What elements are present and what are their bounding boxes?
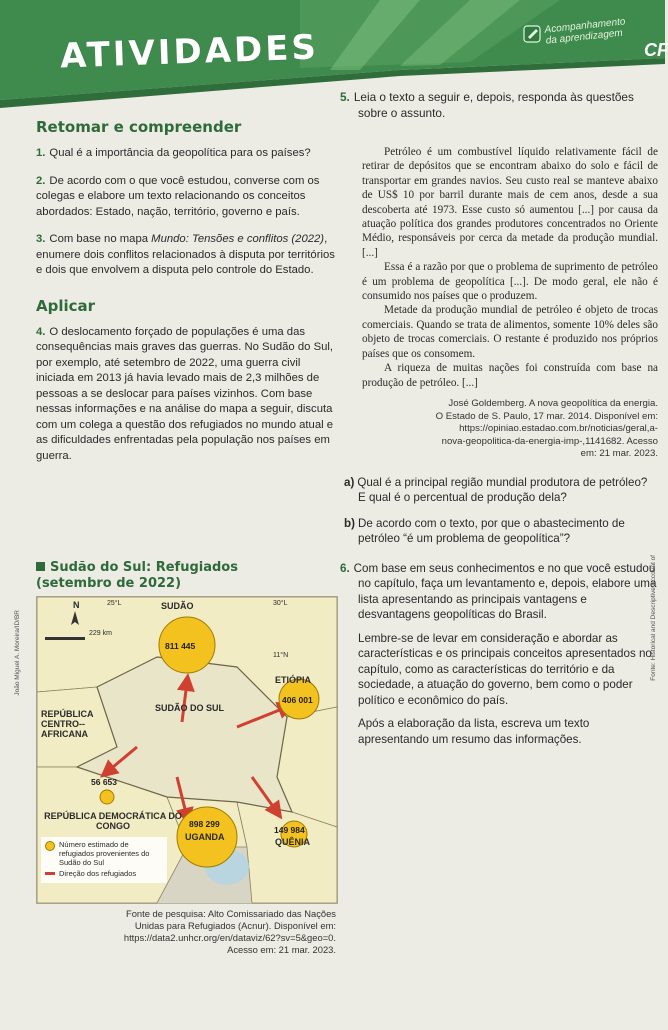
map-source [36,908,336,956]
legend-arrows-label: Direção dos refugiados [59,869,137,878]
source-line: https://data2.unhcr.org/en/dataviz/62?sv=5&geo=0. [123,932,336,943]
question-number: 4. [36,325,46,338]
question-text: De acordo com o que você estudou, converse com os colegas e elabore um texto relacionando os conceitos abordados: Estado, nação, território, governo e país. [36,174,320,218]
map-title-line1: Sudão do Sul: Refugiados [50,560,238,575]
label-uganda: UGANDA [185,832,225,842]
title-square-icon [36,562,45,571]
item-letter: a) [344,475,355,489]
label-car: REPÚBLICA CENTRO--AFRICANA [41,709,94,739]
question-6-paragraph-3: Após a elaboração da lista, escreva um texto apresentando um resumo das informações. [358,717,590,746]
legend-arrow-icon [45,872,55,875]
value-car: 56 653 [91,777,117,787]
reading-paragraph: Petróleo é um combustível líquido relativamente fácil de retirar de depósitos que se encontram abaixo do solo e fácil de transportar em grandes navios. Seu custo real se manteve abaixo de US$ 10 por barril durante mais de cem anos, desde a sua descoberta até 1973. Esse custo só aumentou [...] por causa da atuação política dos grandes produtores concentrados no Oriente Médio, responsáveis por cerca da metade da produção mundial. [...] [362,146,658,259]
item-text: Qual é a principal região mundial produtora de petróleo? E qual é o percentual de produção dela? [357,475,648,505]
citation-line: José Goldemberg. A nova geopolítica da energia. [448,397,658,409]
label-drc: REPÚBLICA DEMOCRÁTICA DO CONGO [44,811,182,831]
item-text: De acordo com o texto, por que o abastecimento de petróleo “é um problema de geopolítica”? [357,516,625,546]
question-text: Qual é a importância da geopolítica para os países? [49,147,311,159]
refugee-map-block [36,560,336,956]
map-credit: João Miguel A. Moreira/ID/BR [14,610,21,696]
source-line: Acesso em: 21 mar. 2023. [227,944,336,955]
item-letter: b) [344,516,355,530]
source-line: Unidas para Refugiados (Acnur). Disponível em: [134,920,336,931]
source-line: Fonte de pesquisa: Alto Comissariado das Nações [125,908,336,919]
label-kenya: QUÊNIA [275,837,311,847]
question-number: 1. [36,147,46,159]
question-number: 2. [36,174,46,187]
value-sudan: 811 445 [165,641,196,651]
section-aplicar: Aplicar [36,296,96,315]
question-5a [340,475,658,506]
question-5 [340,90,658,121]
side-credit: Fonte: Historical and Descriptive Account of [650,555,657,681]
right-column [340,90,658,747]
question-4 [36,325,336,465]
question-text: Com base em seus conhecimentos e no que você estudou no capítulo, faça um levantamento e, depois, elabore uma lista apresentando as principais vantagens e desvantagens geopolíticas do Brasil. [353,561,657,622]
reading-text [340,145,658,390]
scale-label: 229 km [89,630,112,637]
scale-bar [45,637,85,640]
label-sudan: SUDÃO [161,601,194,611]
south-sudan-map [36,596,338,904]
edge-code: CF [644,40,668,60]
question-2 [36,174,336,221]
circle-car [100,790,114,804]
map-title [36,560,336,576]
question-1 [36,146,336,162]
map-legend [41,837,167,883]
learning-badge: Acompanhamento da aprendizagem [544,16,626,47]
reading-paragraph: Metade da produção mundial de petróleo é objeto de trocas comerciais. Quando se trata de alimentos, somente 10% deles são objeto de trocas comerciais. O restante é produzido nos próprios países que os consomem. [362,304,658,360]
activities-title: ATIVIDADES [59,27,320,77]
latitude-label: 11°N [273,652,289,659]
citation-line: em: 21 mar. 2023. [580,448,658,460]
question-6 [340,561,658,623]
north-label: N [73,600,80,610]
reading-paragraph: A riqueza de muitas nações foi construída com base na produção de petróleo. [...] [362,362,658,389]
question-number: 5. [340,90,350,104]
section-retomar: Retomar e compreender [36,118,242,136]
citation-line: https://opiniao.estadao.com.br/noticias/geral,a- [459,423,658,435]
legend-row-arrows [45,869,163,878]
label-ethiopia: ETIÓPIA [275,675,312,685]
question-number: 3. [36,233,46,245]
question-text: , enumere dois conflitos relacionados à disputa por territórios e dois que envolvem a disputa pelo controle do Estado. [36,233,335,276]
map-reference: Mundo: Tensões e conflitos (2022) [151,233,325,245]
question-3 [36,232,336,279]
question-6-paragraph-2: Lembre-se de levar em consideração e abordar as características e os principais conceitos apresentados no capítulo, como as características do território e da sociedade, a atuação do governo, bem como o poder político e econômico do país. [358,631,652,707]
left-column [36,118,336,476]
reading-citation [340,398,658,461]
question-text: O deslocamento forçado de populações é uma das consequências mais graves das guerras. No Sudão do Sul, por exemplo, até setembro de 2022, uma guerra civil iniciada em 2013 já havia levado mais de 2,3 milhões de pessoas a se deslocar para países vizinhos. Com base nessas informações e na análise do mapa a seguir, discuta com um colega a questão dos refugiados no mundo atual e as dificuldades enfrentadas pela população nos países em guerra. [36,325,334,462]
legend-row-circles [45,840,163,867]
value-kenya: 149 984 [274,825,305,835]
value-uganda: 898 299 [189,819,220,829]
question-number: 6. [340,561,350,575]
pencil-icon [522,22,544,44]
citation-line: nova-geopolitica-da-energia-imp-,1141682. Acesso [441,435,658,447]
question-text: Leia o texto a seguir e, depois, responda às questões sobre o assunto. [353,90,634,120]
citation-line: O Estado de S. Paulo, 17 mar. 2014. Disponível em: [435,410,658,422]
value-ethiopia: 406 001 [282,695,313,705]
map-subtitle: (setembro de 2022) [36,576,182,591]
label-south-sudan: SUDÃO DO SUL [155,703,225,713]
longitude-25: 25°L [107,600,122,607]
question-text: Com base no mapa [49,233,152,245]
legend-circles-label: Número estimado de refugiados provenientes do Sudão do Sul [59,840,150,867]
legend-circle-icon [45,841,55,851]
question-5b [340,516,658,547]
reading-paragraph: Essa é a razão por que o problema de suprimento de petróleo é um problema de geopolítica [...]. De modo geral, ele não é consumido nos países que o produzem. [362,261,658,303]
longitude-30: 30°L [273,600,288,607]
